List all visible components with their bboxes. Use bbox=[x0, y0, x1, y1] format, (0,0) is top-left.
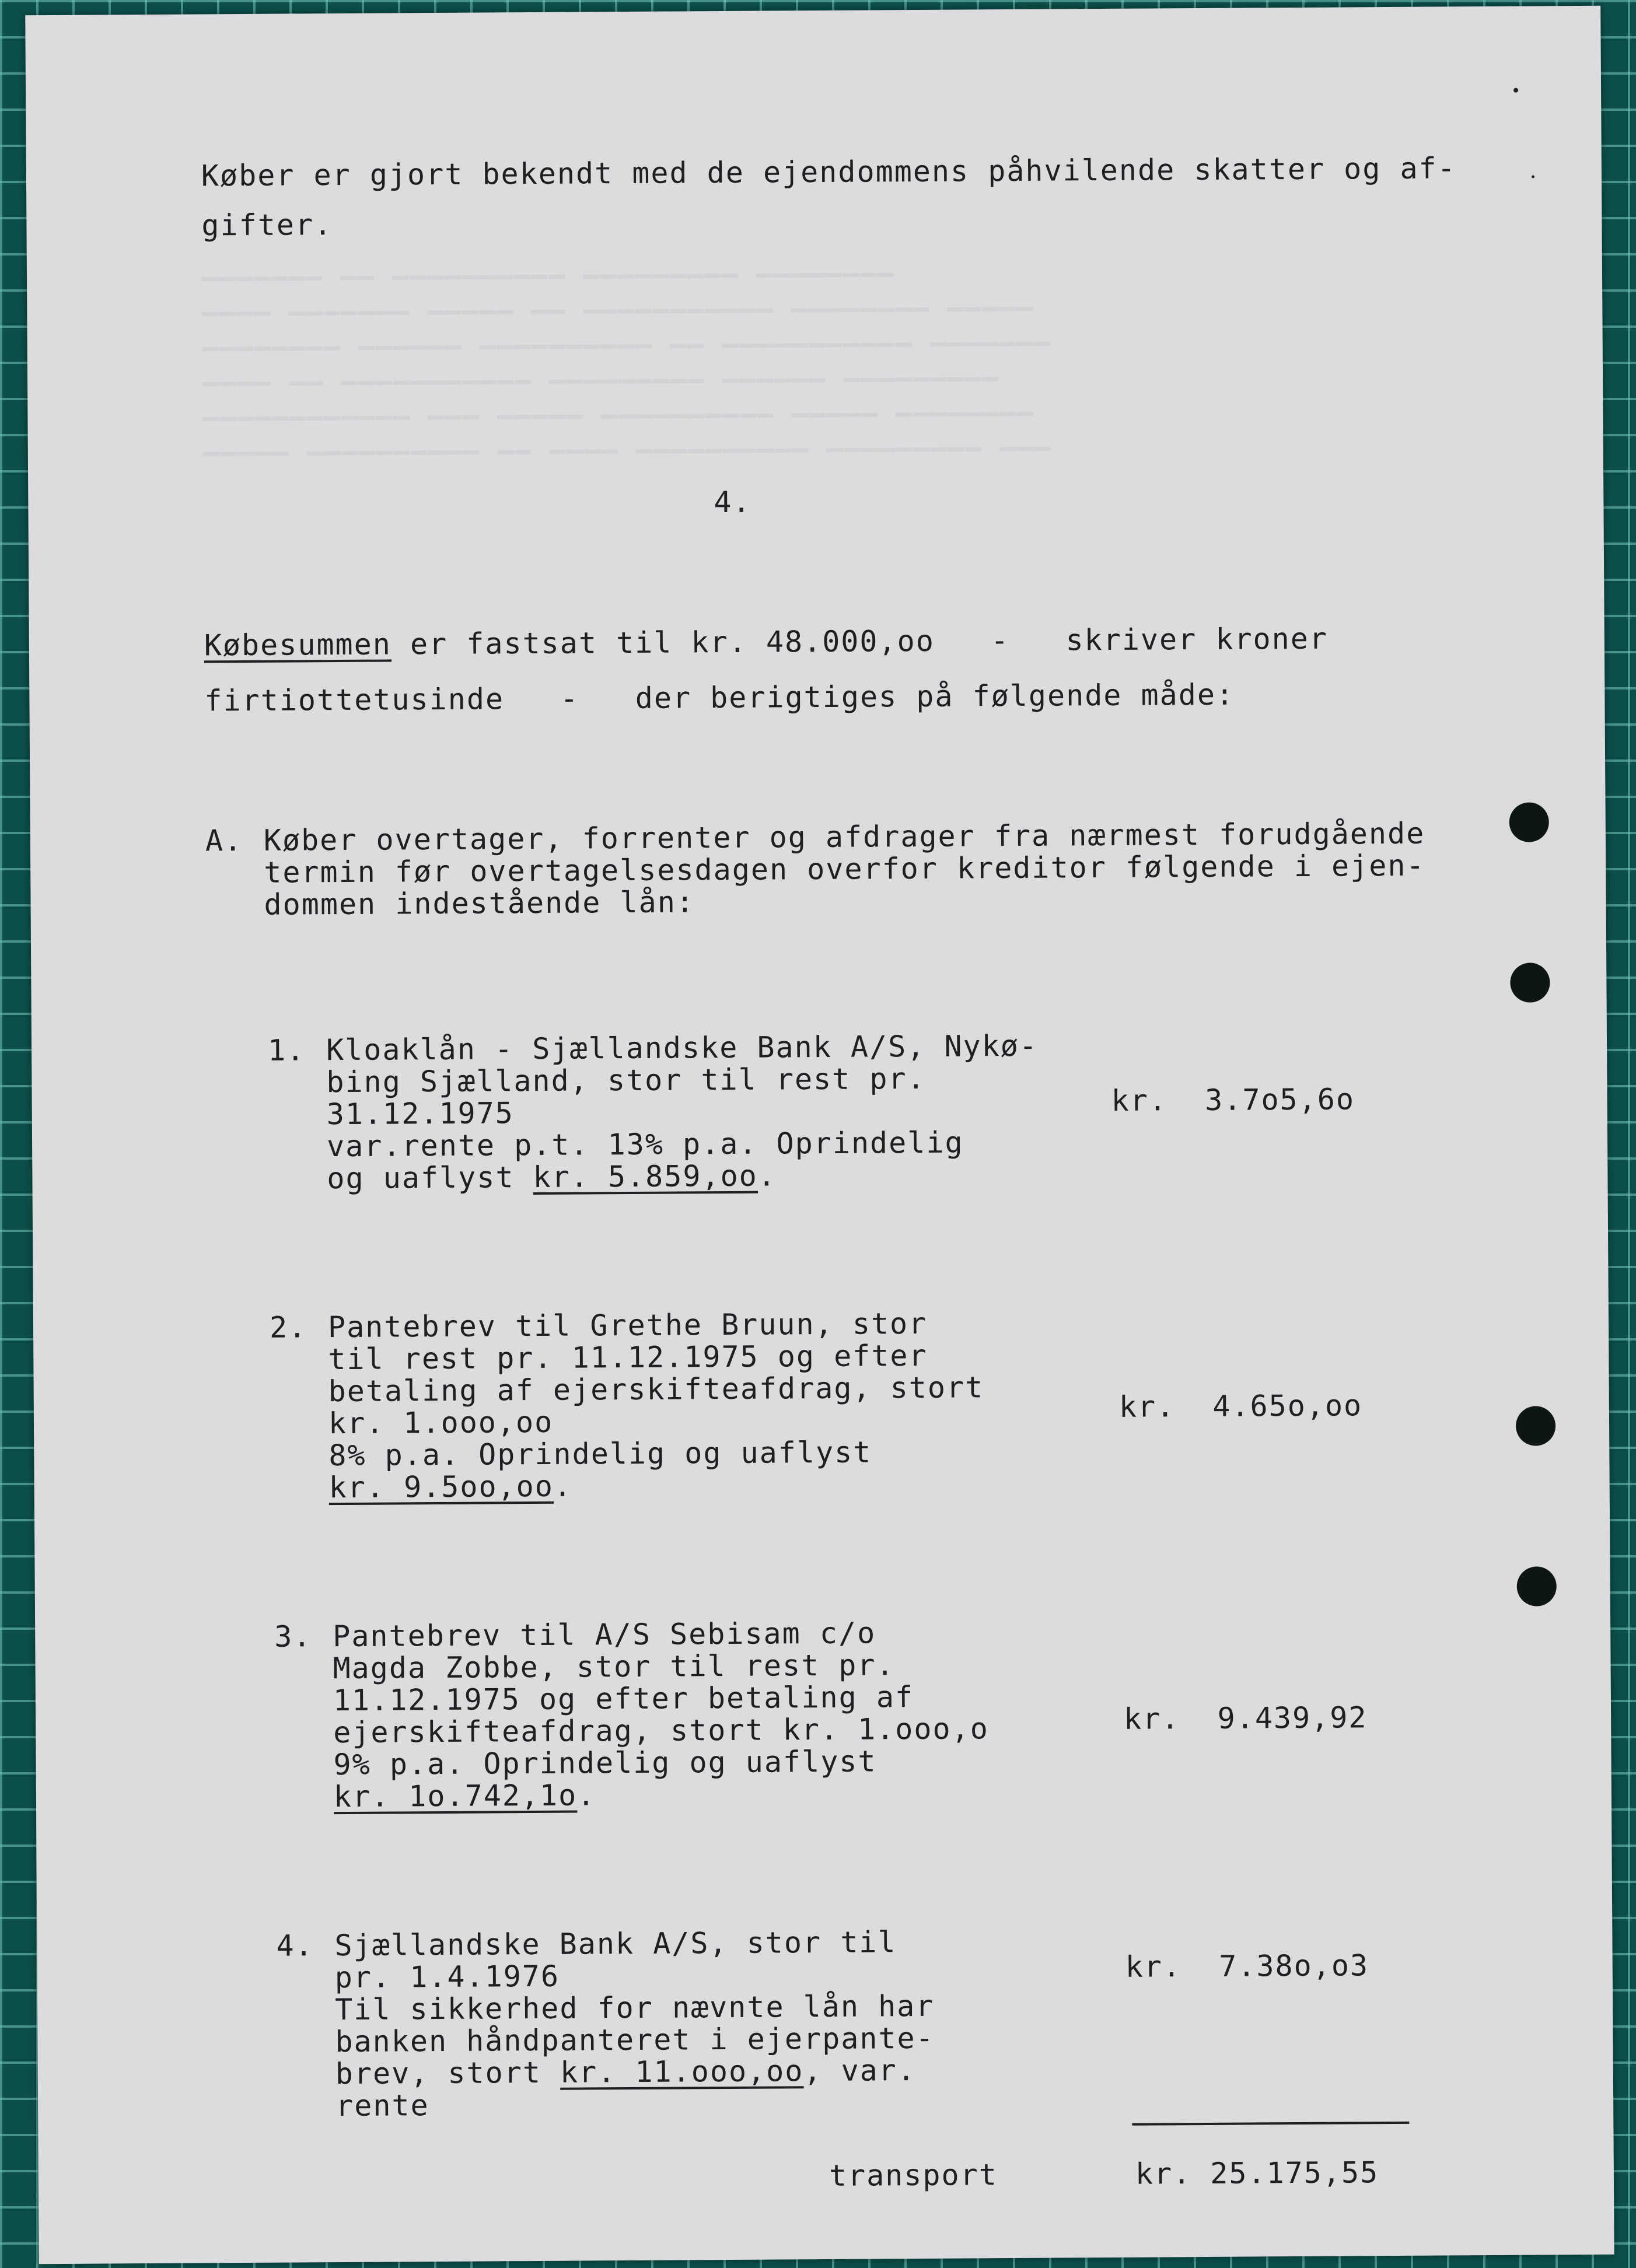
loan-2-number: 2. bbox=[269, 1310, 307, 1345]
loan-3-line-5: 9% p.a. Oprindelig og uaflyst bbox=[333, 1744, 877, 1782]
purchase-label: Købesummen bbox=[204, 627, 392, 663]
loan-1-line-3: 31.12.1975 bbox=[326, 1096, 514, 1132]
loan-2-line-2: til rest pr. 11.12.1975 og efter bbox=[328, 1338, 928, 1377]
punch-hole bbox=[1517, 1566, 1557, 1606]
transport-label: transport bbox=[829, 2158, 998, 2193]
paper-speck bbox=[1532, 175, 1534, 178]
loan-1-line-5 bbox=[327, 1160, 777, 1195]
punch-hole bbox=[1509, 802, 1549, 842]
loan-1-line-5-pre: og uaflyst bbox=[327, 1160, 533, 1196]
loan-4-number: 4. bbox=[276, 1929, 314, 1963]
loan-1-line-2: bing Sjælland, stor til rest pr. bbox=[326, 1061, 926, 1100]
purchase-line-2: firtiottetusinde - der berigtiges på følgende måde: bbox=[204, 677, 1235, 718]
loan-3-original-amount: kr. 1o.742,1o bbox=[333, 1778, 578, 1814]
intro-line-2: gifter. bbox=[201, 208, 333, 243]
loan-2-amount: kr. 4.65o,oo bbox=[1118, 1388, 1363, 1424]
loan-4-line-5 bbox=[335, 2054, 917, 2090]
loan-2-line-1: Pantebrev til Grethe Bruun, stor bbox=[327, 1306, 928, 1345]
loan-3-line-4: ejerskifteafdrag, stort kr. 1.ooo,o bbox=[333, 1712, 989, 1750]
transport-amount: kr. 25.175,55 bbox=[1135, 2155, 1379, 2191]
loan-3-line-6-post: . bbox=[577, 1778, 596, 1812]
loan-4-line-1: Sjællandske Bank A/S, stor til bbox=[334, 1925, 897, 1963]
loan-2-line-5: 8% p.a. Oprindelig og uaflyst bbox=[328, 1435, 872, 1473]
bleed-through-text bbox=[202, 243, 1052, 458]
loan-3-line-2: Magda Zobbe, stor til rest pr. bbox=[333, 1648, 895, 1686]
loan-1-line-5-post: . bbox=[757, 1158, 777, 1193]
loan-3-line-6 bbox=[334, 1779, 596, 1813]
punch-hole bbox=[1516, 1406, 1555, 1446]
loan-2-line-6-post: . bbox=[553, 1469, 573, 1503]
section-a-line-2: termin før overtagelsesdagen overfor kreditor følgende i ejen- bbox=[264, 848, 1425, 890]
document-page bbox=[25, 6, 1614, 2264]
loan-4-line-4: banken håndpanteret i ejerpante- bbox=[335, 2021, 935, 2059]
loan-2-line-4: kr. 1.ooo,oo bbox=[328, 1405, 554, 1441]
section-a-line-3: dommen indestående lån: bbox=[264, 885, 695, 922]
loan-4-amount: kr. 7.38o,o3 bbox=[1125, 1948, 1369, 1984]
paper-speck bbox=[1513, 88, 1518, 93]
loan-1-line-1: Kloaklån - Sjællandske Bank A/S, Nykø- bbox=[326, 1028, 1039, 1068]
loan-3-line-1: Pantebrev til A/S Sebisam c/o bbox=[333, 1616, 876, 1654]
intro-line-1: Køber er gjort bekendt med de ejendommens påhvilende skatter og af- bbox=[201, 151, 1456, 193]
loan-4-line-6: rente bbox=[335, 2088, 429, 2123]
section-a-marker: A. bbox=[205, 824, 243, 858]
loan-2-line-6 bbox=[329, 1471, 573, 1504]
loan-3-amount: kr. 9.439,92 bbox=[1123, 1700, 1368, 1736]
purchase-line-1-rest: er fastsat til kr. 48.000,oo - skriver kroner bbox=[391, 621, 1329, 662]
loan-2-line-3: betaling af ejerskifteafdrag, stort bbox=[328, 1370, 984, 1409]
section-a-line-1: Køber overtager, forrenter og afdrager fra nærmest forudgående bbox=[263, 816, 1425, 858]
loan-3-line-3: 11.12.1975 og efter betaling af bbox=[333, 1680, 914, 1718]
purchase-line-1 bbox=[204, 623, 1328, 662]
loan-1-original-amount: kr. 5.859,oo bbox=[533, 1158, 758, 1195]
loan-2-original-amount: kr. 9.5oo,oo bbox=[328, 1469, 554, 1505]
loan-1-amount: kr. 3.7o5,6o bbox=[1111, 1082, 1355, 1118]
loan-3-number: 3. bbox=[274, 1619, 312, 1654]
loan-4-line-5-pre: brev, stort bbox=[335, 2055, 561, 2091]
loan-4-line-2: pr. 1.4.1976 bbox=[334, 1959, 560, 1995]
total-rule bbox=[1132, 2122, 1409, 2126]
loan-4-pledged-amount: kr. 11.ooo,oo bbox=[560, 2054, 804, 2090]
loan-1-number: 1. bbox=[267, 1033, 306, 1068]
section-number: 4. bbox=[714, 485, 751, 520]
loan-1-line-4: var.rente p.t. 13% p.a. Oprindelig bbox=[326, 1125, 964, 1164]
punch-hole bbox=[1510, 963, 1550, 1002]
loan-4-line-3: Til sikkerhed for nævnte lån har bbox=[334, 1989, 935, 2027]
loan-4-line-5-post: , var. bbox=[803, 2053, 917, 2088]
